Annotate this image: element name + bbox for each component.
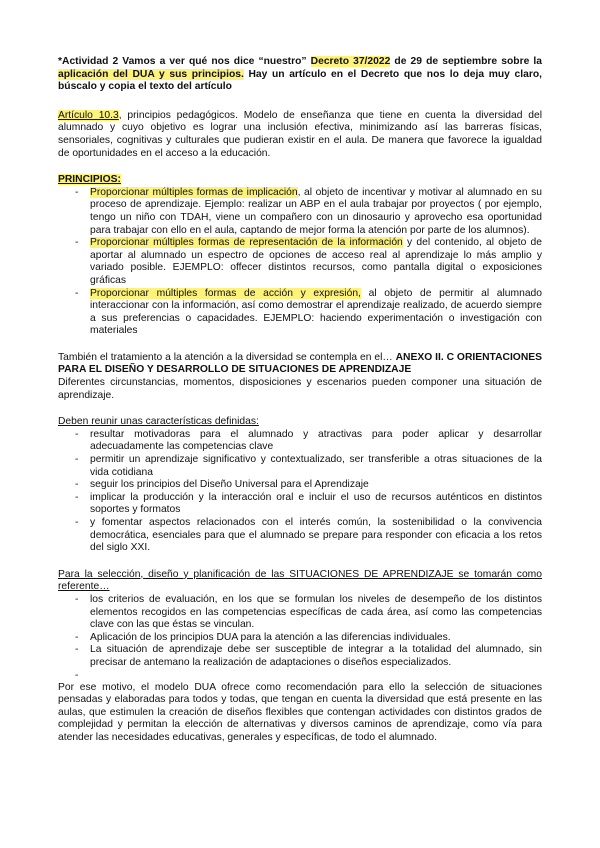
principio-highlight: Proporcionar múltiples formas de implicación — [90, 186, 298, 198]
aplicacion-highlight: aplicación del DUA y sus principios. — [58, 68, 244, 80]
principio-text: al objeto de permitir al alumnado interaccionar con la información, así como demostrar el aprendizaje realizado, de acuerdo siempre a sus preferencias o capacidades. EJEMPLO: haciendo experimentación o investigación con materiales — [90, 287, 542, 337]
seleccion-list — [58, 594, 542, 682]
principio-highlight: Proporcionar múltiples formas de acción y expresión, — [90, 287, 361, 299]
list-item-empty — [90, 670, 542, 682]
heading-mid: de 29 de septiembre sobre la — [390, 56, 542, 67]
list-item: - y fomentar aspectos relacionados con el interés común, la sostenibilidad o la convivencia democrática, esenciales para que el alumnado se prepare para responder con eficacia a los retos del siglo XXI. — [90, 517, 542, 555]
anexo-intro: También el tratamiento a la atención a la diversidad se contempla en el… — [58, 351, 396, 363]
caracteristicas-title: Deben reunir unas características definidas: — [58, 416, 259, 428]
anexo-text: Diferentes circunstancias, momentos, disposiciones y escenarios pueden componer una situación de aprendizaje. — [58, 377, 542, 401]
list-item — [90, 187, 542, 237]
list-item: - La situación de aprendizaje debe ser susceptible de integrar a la totalidad del alumnado, sin precisar de antemano la realización de adaptaciones o diseños especializados. — [90, 644, 542, 669]
articulo-text: , principios pedagógicos. Modelo de enseñanza que tiene en cuenta la diversidad del alumnado y cuyo objetivo es lograr una inclusión efectiva, minimizando así las barreras físicas, sensoriales, cognitivas y culturales que pudieran existir en el aula. De manera que favorece la igualdad de oportunidades en el acceso a la educación. — [58, 109, 543, 159]
heading-prefix: *Actividad 2 Vamos a ver qué nos dice “nuestro” — [58, 56, 311, 67]
seleccion-title: Para la selección, diseño y planificación de las SITUACIONES DE APRENDIZAJE se tomarán como referente… — [58, 568, 542, 593]
list-item: - permitir un aprendizaje significativo y contextualizado, ser transferible a otras situaciones de la vida cotidiana — [90, 454, 542, 479]
anexo-title: ANEXO II. C ORIENTACIONES PARA EL DISEÑO Y DESARROLLO DE SITUACIONES DE APRENDIZAJE — [58, 351, 542, 376]
principios-title — [58, 174, 542, 187]
principio-text: y del contenido, al objeto de aportar al alumnado un espectro de opciones de acceso real al aprendizaje lo más amplio y variado posible. EJEMPLO: offecer distintos recursos, como pantalla digital o exposiciones gráficas — [90, 237, 542, 286]
list-item: - resultar motivadoras para el alumnado y atractivas para poder aplicar y desarrollar adecuadamente las competencias clave — [90, 429, 542, 454]
list-item: - Aplicación de los principios DUA para la atención a las diferencias individuales. — [90, 632, 542, 645]
list-item — [90, 237, 542, 287]
principio-highlight: Proporcionar múltiples formas de representación de la información — [90, 237, 403, 249]
seleccion-section — [58, 569, 542, 682]
decreto-highlight: Decreto 37/2022 — [310, 56, 391, 67]
list-item — [90, 288, 542, 338]
articulo-paragraph — [58, 110, 542, 160]
caracteristicas-list — [58, 429, 542, 555]
principio-text: , al objeto de incentivar y motivar al alumnado en su proceso de aprendizaje. Ejemplo: realizar un ABP en el aula trabajar por proyectos ( por ejemplo, tengo un niño con TDAH, viene un compañero con un dinosaurio y aprovecho esa oportunidad para trabajar con ello en el aula, captando de mejor forma la atención por parte de los alumnos). — [90, 186, 542, 236]
caracteristicas-section — [58, 416, 542, 555]
principios-list — [58, 187, 542, 338]
principios-title-text: PRINCIPIOS: — [58, 174, 121, 186]
articulo-label: Artículo 10.3 — [58, 109, 119, 121]
heading-suffix: Hay un artículo en el Decreto que nos lo deja muy claro, búscalo y copia el texto del artículo — [58, 68, 542, 93]
conclusion-paragraph: Por ese motivo, el modelo DUA ofrece como recomendación para ello la selección de situaciones pensadas y elaboradas para todos y todas, que tengan en cuenta la diversidad que está presente en las aulas, que estimulen la creación de diseños flexibles que contengan actividades con distintos grados de complejidad y permitan la elección de alternativas y diversos caminos de aprendizaje, como vía para atender las necesidades educativas, generales y específicas, de todo el alumnado. — [58, 681, 542, 743]
activity-heading — [58, 56, 542, 94]
list-item: - los criterios de evaluación, en los que se formulan los niveles de desempeño de los distintos elementos recogidos en las competencias específicas de cada área, así como las competencias clave con las que éstas se vinculan. — [90, 594, 542, 632]
principios-section — [58, 174, 542, 338]
document-page — [58, 56, 542, 745]
anexo-paragraph — [58, 352, 542, 377]
list-item: - implicar la producción y la interacción oral e incluir el uso de recursos auténticos en distintos soportes y formatos — [90, 492, 542, 517]
list-item: - seguir los principios del Diseño Universal para el Aprendizaje — [90, 479, 542, 492]
